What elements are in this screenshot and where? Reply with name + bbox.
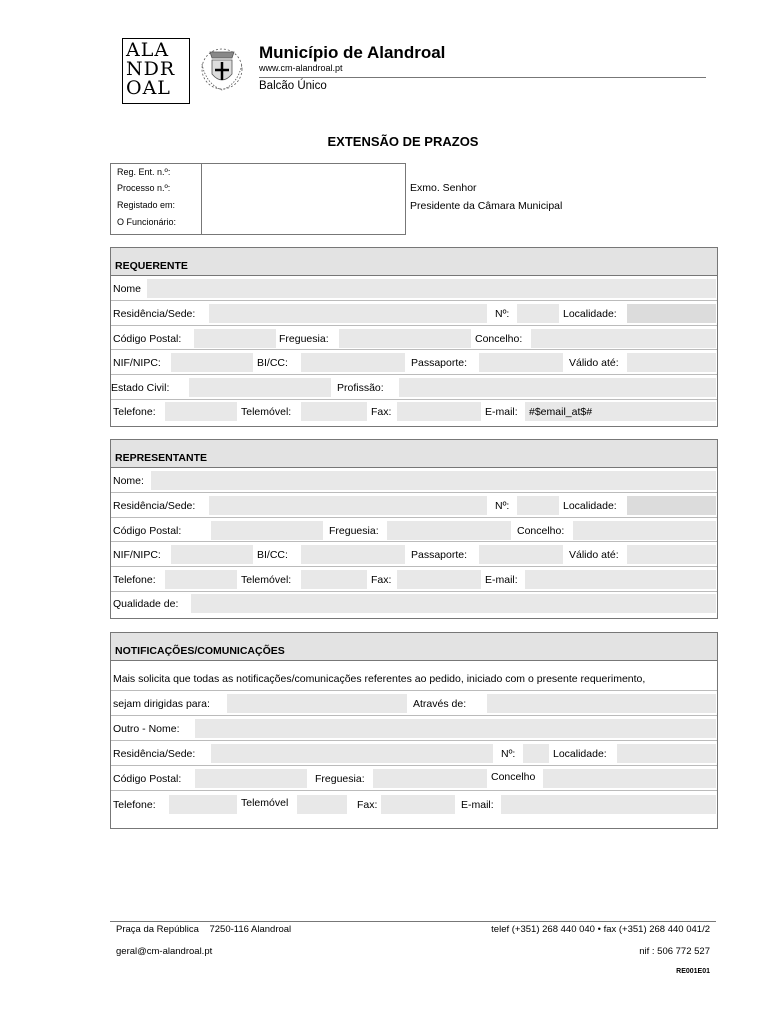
registry-box — [110, 163, 406, 235]
representante-title: REPRESENTANTE — [115, 452, 207, 464]
req-fax-label: Fax: — [371, 406, 392, 418]
req-email-label: E-mail: — [485, 406, 518, 418]
representante-section — [110, 439, 718, 619]
req-numero-field[interactable] — [517, 304, 559, 323]
req-email-value: #$email_at$# — [529, 406, 593, 418]
notif-concelho-field[interactable] — [543, 769, 716, 788]
notif-residencia-field[interactable] — [211, 744, 493, 763]
rep-email-field[interactable] — [525, 570, 716, 589]
registry-label-entry: Reg. Ent. n.º: — [117, 167, 171, 177]
addressee-line1: Exmo. Senhor — [410, 182, 477, 194]
footer-phones: telef (+351) 268 440 040 • fax (+351) 268 440 041/2 — [491, 924, 710, 935]
notif-residencia-label: Residência/Sede: — [113, 748, 196, 760]
rep-valido-field[interactable] — [627, 545, 716, 564]
logo-text: ALANDROAL — [126, 39, 176, 99]
req-cp-label: Código Postal: — [113, 333, 182, 345]
req-nome-field[interactable] — [147, 279, 716, 298]
requerente-title: REQUERENTE — [115, 260, 188, 272]
rep-qualidade-field[interactable] — [191, 594, 716, 613]
req-concelho-label: Concelho: — [475, 333, 523, 345]
notif-dirigidas-field[interactable] — [227, 694, 407, 713]
notif-outro-nome-field[interactable] — [195, 719, 716, 738]
notif-telemovel-field[interactable] — [297, 795, 347, 814]
req-freguesia-label: Freguesia: — [279, 333, 329, 345]
req-telemovel-label: Telemóvel: — [241, 406, 292, 418]
req-numero-label: Nº: — [495, 308, 510, 320]
req-localidade-label: Localidade: — [563, 308, 617, 320]
req-telemovel-field[interactable] — [301, 402, 367, 421]
rep-nif-label: NIF/NIPC: — [113, 549, 161, 561]
notif-freguesia-label: Freguesia: — [315, 773, 365, 785]
req-passaporte-field[interactable] — [479, 353, 563, 372]
rep-nome-label: Nome: — [113, 475, 144, 487]
req-cp-field[interactable] — [194, 329, 276, 348]
notificacoes-section — [110, 632, 718, 829]
rep-nome-field[interactable] — [151, 471, 716, 490]
registry-label-date: Registado em: — [117, 200, 176, 210]
req-profissao-field[interactable] — [399, 378, 716, 397]
rep-nif-field[interactable] — [171, 545, 253, 564]
notif-email-field[interactable] — [501, 795, 716, 814]
req-bi-label: BI/CC: — [257, 357, 288, 369]
notif-intro-text: Mais solicita que todas as notificações/comunicações referentes ao pedido, iniciado com o presente requerimento, — [113, 673, 646, 685]
req-telefone-field[interactable] — [165, 402, 237, 421]
rep-residencia-label: Residência/Sede: — [113, 500, 196, 512]
notif-fax-field[interactable] — [381, 795, 455, 814]
header-rule — [259, 77, 706, 78]
req-email-field[interactable] — [525, 402, 716, 421]
rep-concelho-label: Concelho: — [517, 525, 565, 537]
notif-fax-label: Fax: — [357, 799, 378, 811]
notif-atraves-label: Através de: — [413, 698, 467, 710]
addressee-line2: Presidente da Câmara Municipal — [410, 200, 563, 212]
notif-atraves-field[interactable] — [487, 694, 716, 713]
footer-address: Praça da República 7250-116 Alandroal — [116, 924, 292, 935]
notif-cp-label: Código Postal: — [113, 773, 182, 785]
notif-numero-label: Nº: — [501, 748, 516, 760]
req-telefone-label: Telefone: — [113, 406, 156, 418]
req-profissao-label: Profissão: — [337, 382, 384, 394]
footer-rule — [110, 921, 716, 922]
registry-label-process: Processo n.º: — [117, 183, 171, 193]
footer-email: geral@cm-alandroal.pt — [116, 946, 213, 957]
rep-residencia-field[interactable] — [209, 496, 487, 515]
req-nif-label: NIF/NIPC: — [113, 357, 161, 369]
rep-fax-field[interactable] — [397, 570, 481, 589]
req-estado-civil-label: Estado Civil: — [111, 382, 170, 394]
office-name: Balcão Único — [259, 80, 327, 92]
notif-cp-field[interactable] — [195, 769, 307, 788]
notif-localidade-field[interactable] — [617, 744, 716, 763]
rep-localidade-field[interactable] — [627, 496, 716, 515]
rep-numero-field[interactable] — [517, 496, 559, 515]
rep-valido-label: Válido até: — [569, 549, 619, 561]
footer-nif: nif : 506 772 527 — [639, 946, 710, 957]
notif-numero-field[interactable] — [523, 744, 549, 763]
requerente-section — [110, 247, 718, 427]
notif-outro-nome-label: Outro - Nome: — [113, 723, 180, 735]
rep-passaporte-label: Passaporte: — [411, 549, 468, 561]
rep-telemovel-field[interactable] — [301, 570, 367, 589]
notif-dirigidas-label: sejam dirigidas para: — [113, 698, 210, 710]
notif-telemovel-label: Telemóvel — [241, 797, 289, 809]
notif-freguesia-field[interactable] — [373, 769, 487, 788]
req-bi-field[interactable] — [301, 353, 405, 372]
rep-numero-label: Nº: — [495, 500, 510, 512]
rep-cp-label: Código Postal: — [113, 525, 182, 537]
rep-passaporte-field[interactable] — [479, 545, 563, 564]
rep-freguesia-label: Freguesia: — [329, 525, 379, 537]
req-freguesia-field[interactable] — [339, 329, 471, 348]
rep-bi-field[interactable] — [301, 545, 405, 564]
rep-email-label: E-mail: — [485, 574, 518, 586]
rep-telefone-field[interactable] — [165, 570, 237, 589]
req-concelho-field[interactable] — [531, 329, 716, 348]
registry-label-clerk: O Funcionário: — [117, 217, 177, 227]
rep-concelho-field[interactable] — [573, 521, 716, 540]
rep-cp-field[interactable] — [211, 521, 323, 540]
rep-bi-label: BI/CC: — [257, 549, 288, 561]
notif-telefone-field[interactable] — [169, 795, 237, 814]
rep-fax-label: Fax: — [371, 574, 392, 586]
notificacoes-title: NOTIFICAÇÕES/COMUNICAÇÕES — [115, 645, 285, 657]
req-nome-label: Nome — [113, 283, 142, 295]
form-code: RE001E01 — [676, 968, 710, 975]
notif-localidade-label: Localidade: — [553, 748, 607, 760]
logo — [122, 38, 190, 104]
notif-telefone-label: Telefone: — [113, 799, 156, 811]
req-localidade-field[interactable] — [627, 304, 716, 323]
website: www.cm-alandroal.pt — [259, 63, 343, 73]
req-estado-civil-field[interactable] — [189, 378, 331, 397]
req-residencia-field[interactable] — [209, 304, 487, 323]
notif-email-label: E-mail: — [461, 799, 494, 811]
req-valido-label: Válido até: — [569, 357, 619, 369]
req-fax-field[interactable] — [397, 402, 481, 421]
rep-localidade-label: Localidade: — [563, 500, 617, 512]
req-nif-field[interactable] — [171, 353, 253, 372]
req-passaporte-label: Passaporte: — [411, 357, 468, 369]
rep-telemovel-label: Telemóvel: — [241, 574, 292, 586]
rep-freguesia-field[interactable] — [387, 521, 511, 540]
req-valido-field[interactable] — [627, 353, 716, 372]
rep-qualidade-label: Qualidade de: — [113, 598, 179, 610]
rep-telefone-label: Telefone: — [113, 574, 156, 586]
req-residencia-label: Residência/Sede: — [113, 308, 196, 320]
notif-concelho-label: Concelho — [491, 771, 536, 783]
form-title: EXTENSÃO DE PRAZOS — [327, 134, 479, 149]
org-name: Município de Alandroal — [259, 43, 446, 62]
coat-of-arms-icon — [198, 44, 246, 94]
